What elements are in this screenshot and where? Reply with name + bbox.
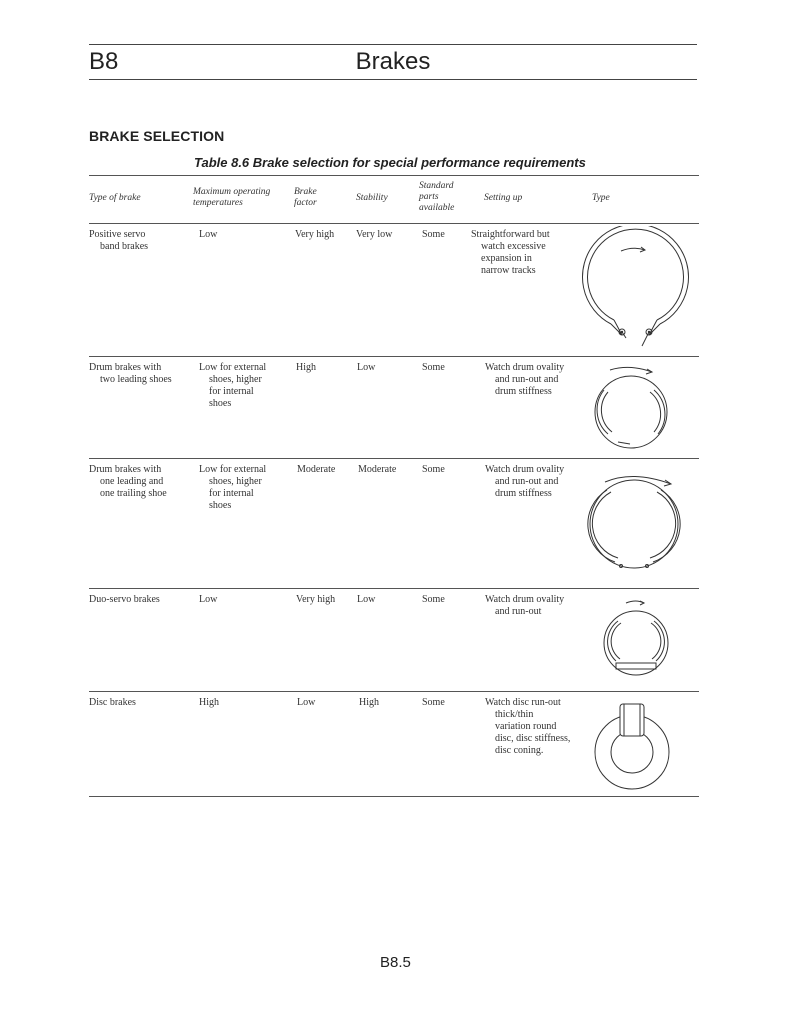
col-header-standard-parts	[419, 181, 454, 214]
cell-setting-up	[485, 697, 570, 757]
cell-line: Low for external	[199, 464, 267, 475]
cell-line: drum stiffness	[495, 386, 552, 397]
cell-line: shoes, higher	[209, 476, 262, 487]
cell-max-temp	[199, 697, 219, 709]
cell-setting-up	[485, 464, 564, 500]
row-rule	[89, 691, 699, 692]
col-header-standard-parts-line: parts	[419, 192, 439, 202]
col-header-standard-parts-line: available	[419, 203, 455, 213]
cell-line: Straightforward but	[471, 229, 550, 240]
cell-line: two leading shoes	[100, 374, 172, 385]
cell-line: variation round	[495, 721, 557, 732]
cell-type-of-brake	[89, 464, 167, 500]
cell-line: Drum brakes with	[89, 362, 162, 373]
cell-brake-factor: High	[296, 362, 316, 373]
col-header-max-temp-line: temperatures	[193, 198, 243, 208]
cell-brake-factor: Moderate	[297, 464, 336, 475]
cell-line: expansion in	[481, 253, 532, 264]
cell-max-temp	[199, 229, 217, 241]
section-code: B8	[89, 48, 119, 75]
cell-line: Watch disc run-out	[485, 697, 561, 708]
col-header-setting-up: Setting up	[484, 193, 523, 203]
cell-standard-parts: Some	[422, 362, 445, 373]
cell-line: shoes	[209, 398, 232, 409]
cell-standard-parts: Some	[422, 464, 445, 475]
leading-trailing-shoe-diagram	[585, 466, 687, 576]
row-rule	[89, 588, 699, 589]
cell-line: Disc brakes	[89, 697, 136, 708]
cell-stability: Very low	[356, 229, 393, 240]
cell-brake-factor: Very high	[295, 229, 335, 240]
chapter-title-text: Brakes	[355, 48, 431, 75]
header-top-rule	[89, 44, 697, 45]
row-rule	[89, 356, 699, 357]
table-bottom-rule	[89, 796, 699, 797]
col-header-brake-factor-line: Brake	[294, 187, 317, 197]
header-bottom-rule	[89, 79, 697, 80]
col-header-brake-factor	[294, 187, 317, 209]
cell-line: shoes	[209, 500, 232, 511]
table-top-rule	[89, 175, 699, 176]
cell-line: and run-out and	[495, 476, 559, 487]
col-header-type-of-brake: Type of brake	[89, 193, 141, 203]
cell-line: band brakes	[100, 241, 149, 252]
cell-line: watch excessive	[481, 241, 546, 252]
cell-stability: High	[359, 697, 379, 708]
cell-line: for internal	[209, 488, 254, 499]
col-header-brake-factor-line: factor	[294, 198, 317, 208]
cell-line: and run-out	[495, 606, 542, 617]
cell-line: for internal	[209, 386, 254, 397]
cell-max-temp	[199, 362, 266, 410]
band-brake-diagram	[578, 226, 693, 354]
cell-max-temp	[199, 464, 266, 512]
cell-stability: Low	[357, 362, 376, 373]
two-leading-shoe-diagram	[590, 362, 680, 456]
col-header-max-temp	[193, 187, 270, 209]
col-header-type: Type	[592, 193, 610, 203]
col-header-stability: Stability	[356, 193, 388, 203]
row-rule	[89, 458, 699, 459]
cell-type-of-brake	[89, 697, 136, 709]
cell-stability: Moderate	[358, 464, 397, 475]
cell-max-temp	[199, 594, 217, 606]
cell-standard-parts: Some	[422, 229, 445, 240]
cell-setting-up	[485, 594, 564, 618]
table-header-rule	[89, 223, 699, 224]
cell-line: Low	[199, 594, 218, 605]
cell-line: disc coning.	[495, 745, 544, 756]
cell-line: narrow tracks	[481, 265, 536, 276]
cell-line: one trailing shoe	[100, 488, 167, 499]
col-header-standard-parts-line: Standard	[419, 181, 454, 191]
page-number: B8.5	[380, 954, 411, 971]
table-caption: Table 8.6 Brake selection for special performance requirements	[194, 155, 586, 170]
cell-stability: Low	[357, 594, 376, 605]
cell-line: Low for external	[199, 362, 267, 373]
cell-line: and run-out and	[495, 374, 559, 385]
cell-line: thick/thin	[495, 709, 534, 720]
cell-type-of-brake	[89, 594, 160, 606]
cell-standard-parts: Some	[422, 594, 445, 605]
cell-brake-factor: Very high	[296, 594, 336, 605]
cell-setting-up	[485, 362, 564, 398]
cell-line: drum stiffness	[495, 488, 552, 499]
cell-standard-parts: Some	[422, 697, 445, 708]
cell-type-of-brake	[89, 362, 172, 386]
cell-line: shoes, higher	[209, 374, 262, 385]
cell-line: disc, disc stiffness,	[495, 733, 571, 744]
cell-line: Low	[199, 229, 218, 240]
cell-setting-up	[471, 229, 550, 277]
cell-line: High	[199, 697, 219, 708]
cell-line: Watch drum ovality	[485, 362, 565, 373]
cell-line: one leading and	[100, 476, 164, 487]
col-header-max-temp-line: Maximum operating	[193, 187, 271, 197]
cell-line: Watch drum ovality	[485, 594, 565, 605]
cell-line: Duo-servo brakes	[89, 594, 160, 605]
cell-line: Watch drum ovality	[485, 464, 565, 475]
cell-brake-factor: Low	[297, 697, 316, 708]
cell-line: Drum brakes with	[89, 464, 162, 475]
cell-type-of-brake	[89, 229, 148, 253]
cell-line: Positive servo	[89, 229, 146, 240]
duo-servo-diagram	[598, 595, 678, 683]
section-title: BRAKE SELECTION	[89, 128, 225, 144]
disc-brake-diagram	[592, 700, 672, 792]
